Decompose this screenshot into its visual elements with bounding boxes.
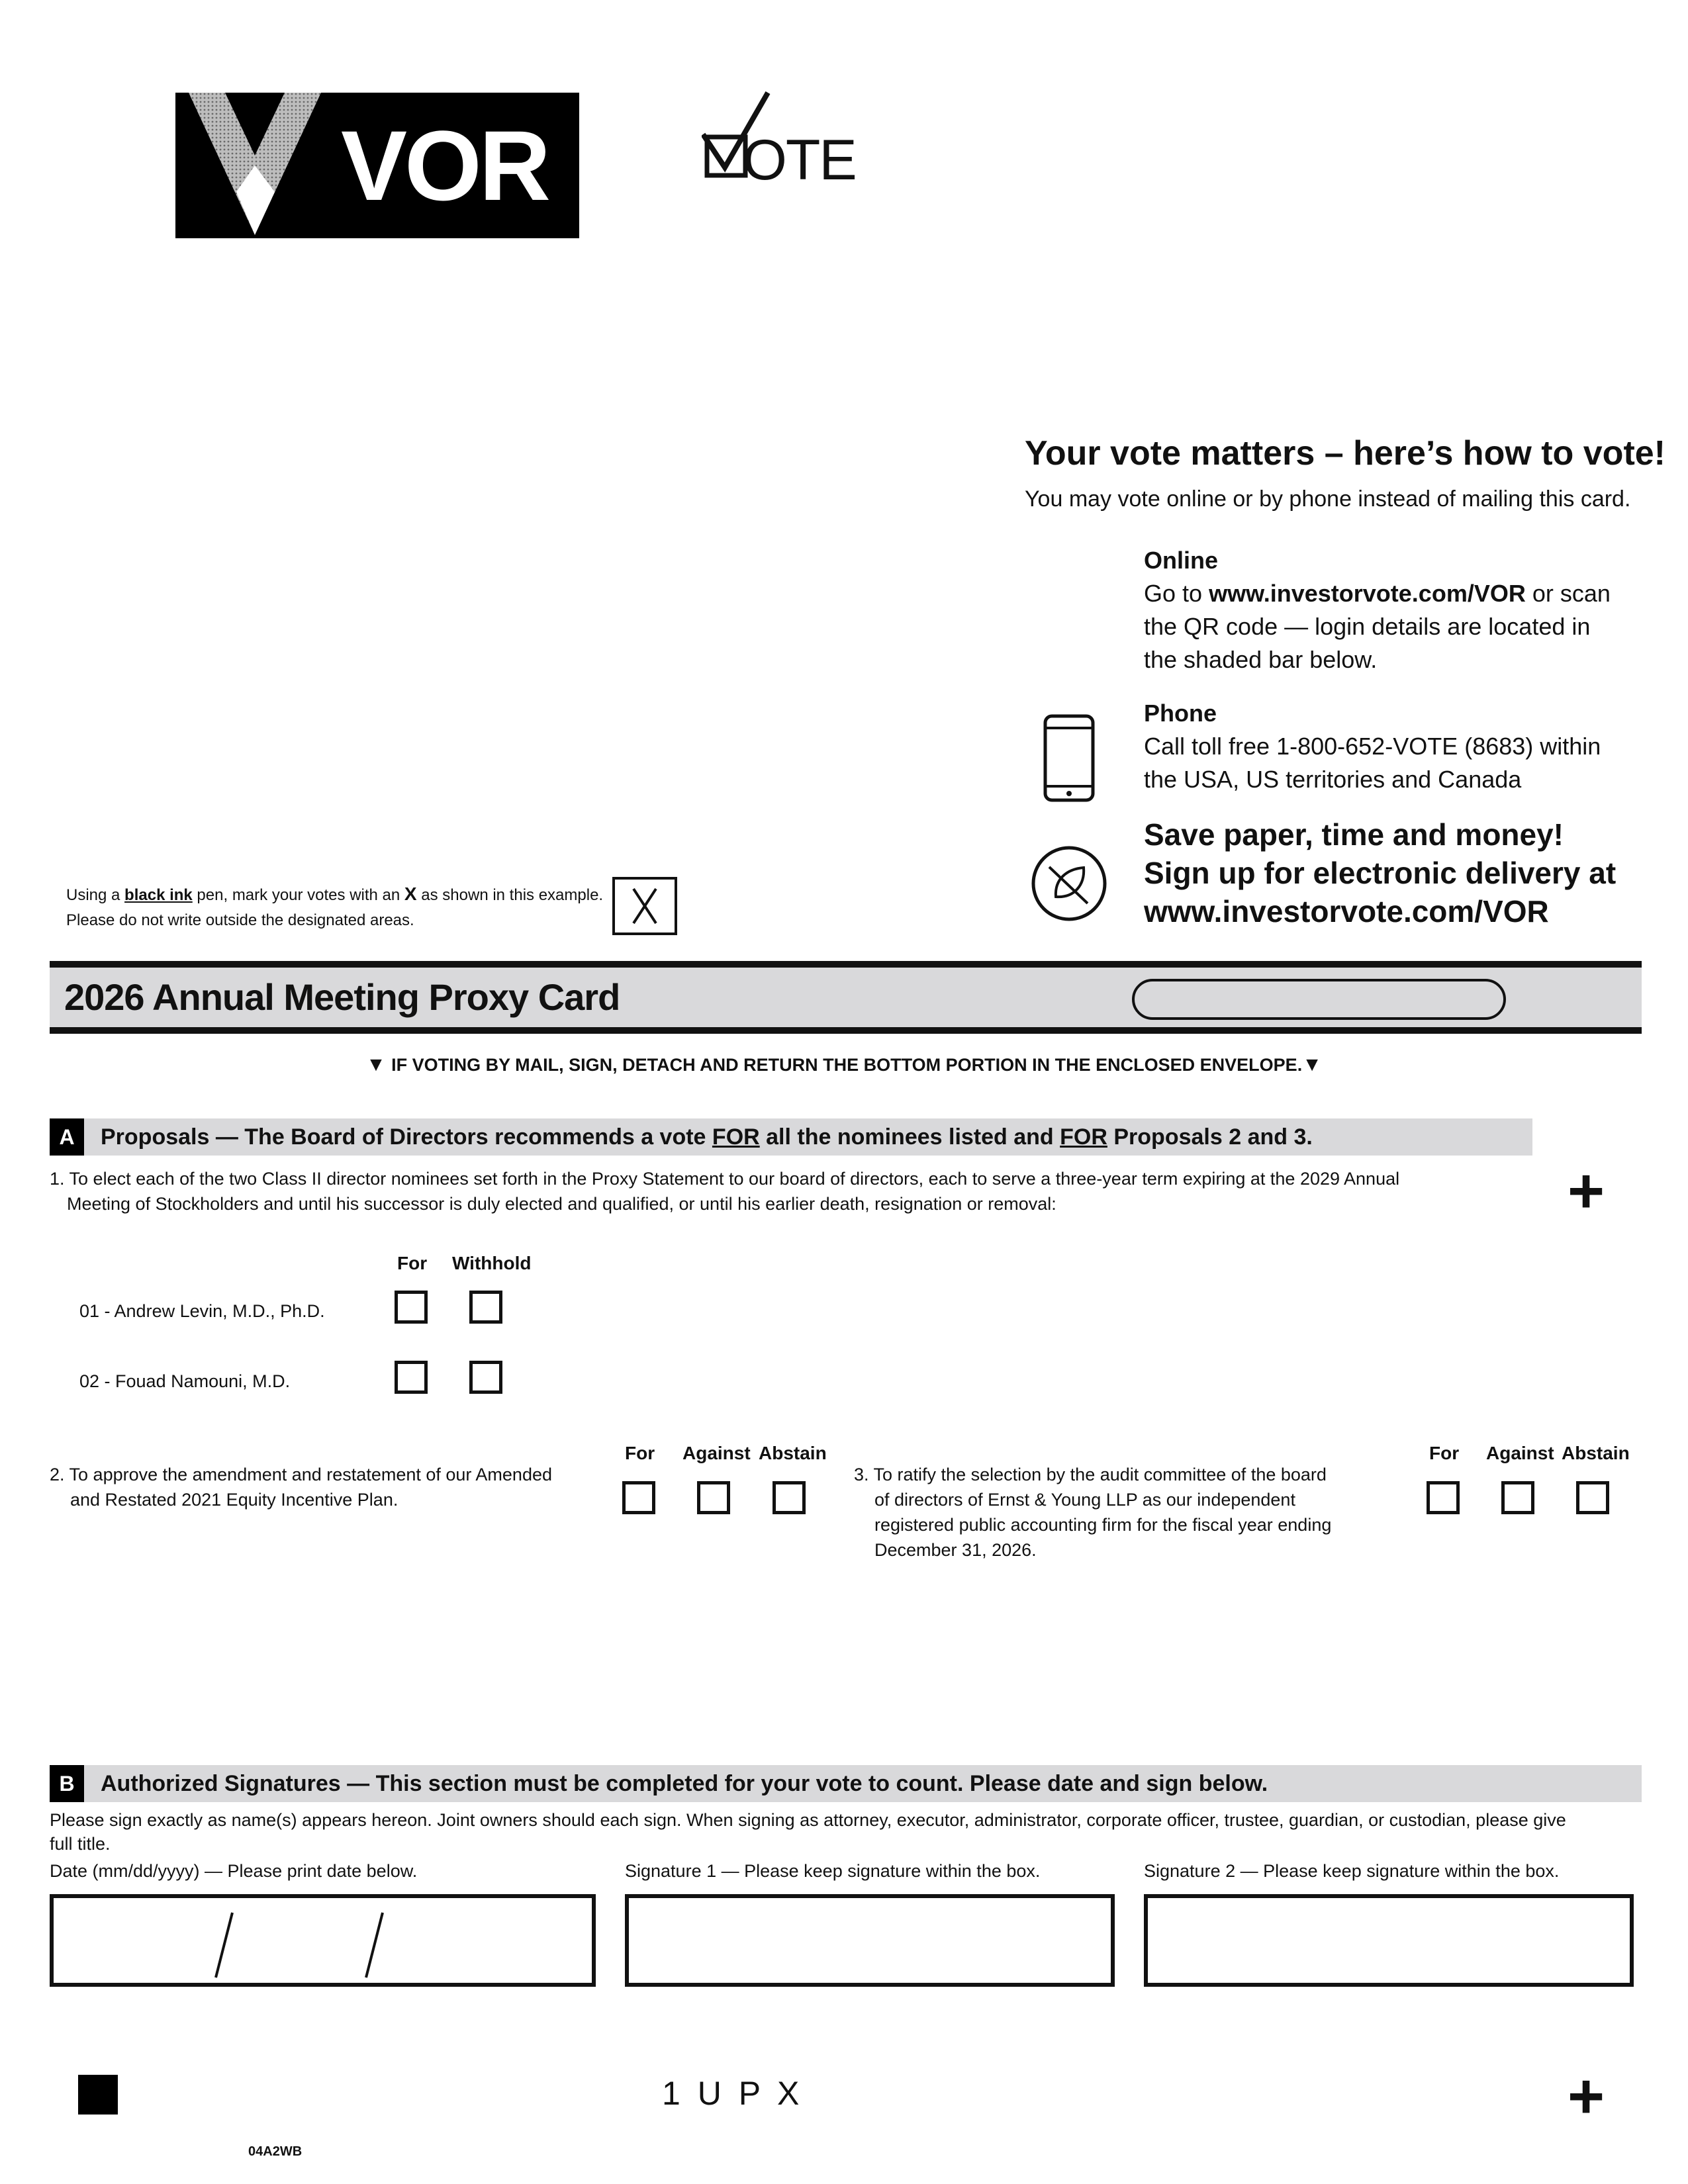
card-title: 2026 Annual Meeting Proxy Card bbox=[64, 976, 620, 1018]
proposal-3-against-checkbox[interactable] bbox=[1501, 1481, 1534, 1514]
nominee-01-withhold-checkbox[interactable] bbox=[469, 1291, 502, 1324]
x-mark-icon bbox=[615, 880, 675, 933]
signature-1-field[interactable] bbox=[625, 1894, 1115, 1987]
nominee-01-for-checkbox[interactable] bbox=[395, 1291, 428, 1324]
proposal-1-text: 1. To elect each of the two Class II director nominees set forth in the Proxy Statement to our board of directors, each to serve a three-year term expiring at the 2029 Annual Meeting of Stockholders and until his successor is duly elected and qualified, or until his earlier death, resignation or removal: bbox=[50, 1169, 1400, 1214]
proposal-3-text: 3. To ratify the selection by the audit committee of the board of directors of Ernst & Young LLP as our independent registered public accounting firm for the fiscal year ending December 31, 2026. bbox=[854, 1465, 1332, 1560]
registration-square-mark bbox=[78, 2075, 118, 2115]
phone-line2: the USA, US territories and Canada bbox=[1144, 766, 1522, 793]
title-bar bbox=[50, 961, 1642, 1034]
proposal-3-abstain-checkbox[interactable] bbox=[1576, 1481, 1609, 1514]
signature-2-field[interactable] bbox=[1144, 1894, 1634, 1987]
section-a-title: Proposals — The Board of Directors recommends a vote FOR all the nominees listed and FOR Proposals 2 and 3. bbox=[101, 1124, 1313, 1150]
p3-col-against-header: Against bbox=[1486, 1443, 1554, 1463]
p2-col-against-header: Against bbox=[682, 1443, 751, 1463]
p2-col-for-header: For bbox=[625, 1443, 655, 1463]
vote-logo bbox=[702, 89, 861, 195]
registration-plus-icon: + bbox=[1568, 2061, 1605, 2132]
marking-instructions bbox=[66, 882, 603, 933]
signature-2-label: Signature 2 — Please keep signature within the box. bbox=[1144, 1861, 1560, 1881]
proposal-2-against-checkbox[interactable] bbox=[697, 1481, 730, 1514]
triangle-down-icon: ▼ bbox=[366, 1054, 392, 1075]
proposal-3-for-checkbox[interactable] bbox=[1427, 1481, 1460, 1514]
vor-logo-mark bbox=[175, 93, 334, 238]
vote-logo-text: OTE bbox=[743, 128, 856, 192]
leaf-icon bbox=[1029, 844, 1109, 923]
p3-col-abstain-header: Abstain bbox=[1562, 1443, 1630, 1463]
online-line3: the shaded bar below. bbox=[1144, 646, 1378, 673]
p3-col-for-header: For bbox=[1429, 1443, 1460, 1463]
col-for-header: For bbox=[397, 1253, 428, 1273]
marking-instructions-line1: Using a black ink pen, mark your votes with an X as shown in this example. bbox=[66, 884, 604, 904]
vor-logo bbox=[175, 93, 579, 238]
nominee-01-label: 01 - Andrew Levin, M.D., Ph.D. bbox=[79, 1301, 325, 1321]
triangle-down-icon: ▼ bbox=[1302, 1054, 1322, 1075]
how-to-vote-subheading: You may vote online or by phone instead of mailing this card. bbox=[1025, 486, 1631, 512]
example-mark-box bbox=[612, 877, 677, 935]
phone-icon bbox=[1043, 713, 1096, 803]
online-title: Online bbox=[1144, 547, 1219, 574]
paperless-block bbox=[1144, 815, 1616, 931]
phone-title: Phone bbox=[1144, 700, 1217, 727]
nominee-02-for-checkbox[interactable] bbox=[395, 1361, 428, 1394]
col-withhold-header: Withhold bbox=[452, 1253, 532, 1273]
online-url-link[interactable]: www.investorvote.com/VOR bbox=[1209, 580, 1526, 607]
date-label: Date (mm/dd/yyyy) — Please print date below. bbox=[50, 1861, 418, 1881]
proposal-2-text: 2. To approve the amendment and restatement of our Amended and Restated 2021 Equity Incentive Plan. bbox=[50, 1465, 552, 1510]
section-a-letter: A bbox=[50, 1118, 84, 1156]
phone-block bbox=[1144, 697, 1601, 796]
proposal-2-for-checkbox[interactable] bbox=[622, 1481, 655, 1514]
marking-instructions-line2: Please do not write outside the designated areas. bbox=[66, 911, 414, 929]
nominee-02-label: 02 - Fouad Namouni, M.D. bbox=[79, 1371, 291, 1391]
login-details-field bbox=[1132, 979, 1506, 1020]
vor-logo-text: VOR bbox=[341, 110, 549, 221]
nominee-02-withhold-checkbox[interactable] bbox=[469, 1361, 502, 1394]
paperless-url-link[interactable]: www.investorvote.com/VOR bbox=[1144, 894, 1549, 929]
section-b-letter: B bbox=[50, 1765, 84, 1802]
online-line1: Go to www.investorvote.com/VOR or scan bbox=[1144, 580, 1611, 607]
date-separator-slashes bbox=[54, 1898, 592, 1983]
section-b-title: Authorized Signatures — This section must be completed for your vote to count. Please date and sign below. bbox=[101, 1771, 1268, 1796]
footer-code: 1 U P X bbox=[662, 2075, 804, 2112]
how-to-vote-heading: Your vote matters – here’s how to vote! bbox=[1025, 434, 1665, 473]
online-line2: the QR code — login details are located in bbox=[1144, 613, 1591, 640]
paperless-line2: Sign up for electronic delivery at bbox=[1144, 856, 1617, 890]
registration-plus-icon: + bbox=[1568, 1156, 1605, 1226]
p2-col-abstain-header: Abstain bbox=[759, 1443, 827, 1463]
signature-instructions: Please sign exactly as name(s) appears hereon. Joint owners should each sign. When signing as attorney, executor, administrator, corporate officer, trustee, guardian, or custodian, please give full title. bbox=[50, 1810, 1566, 1854]
paperless-line1: Save paper, time and money! bbox=[1144, 817, 1564, 852]
detach-notice: ▼ IF VOTING BY MAIL, SIGN, DETACH AND RETURN THE BOTTOM PORTION IN THE ENCLOSED ENVELOPE.▼ bbox=[366, 1054, 1322, 1075]
date-field[interactable] bbox=[50, 1894, 596, 1987]
signature-1-label: Signature 1 — Please keep signature within the box. bbox=[625, 1861, 1041, 1881]
phone-line1: Call toll free 1-800-652-VOTE (8683) within bbox=[1144, 733, 1601, 760]
online-block bbox=[1144, 544, 1611, 676]
form-id: 04A2WB bbox=[248, 2144, 303, 2159]
proposal-2-abstain-checkbox[interactable] bbox=[773, 1481, 806, 1514]
